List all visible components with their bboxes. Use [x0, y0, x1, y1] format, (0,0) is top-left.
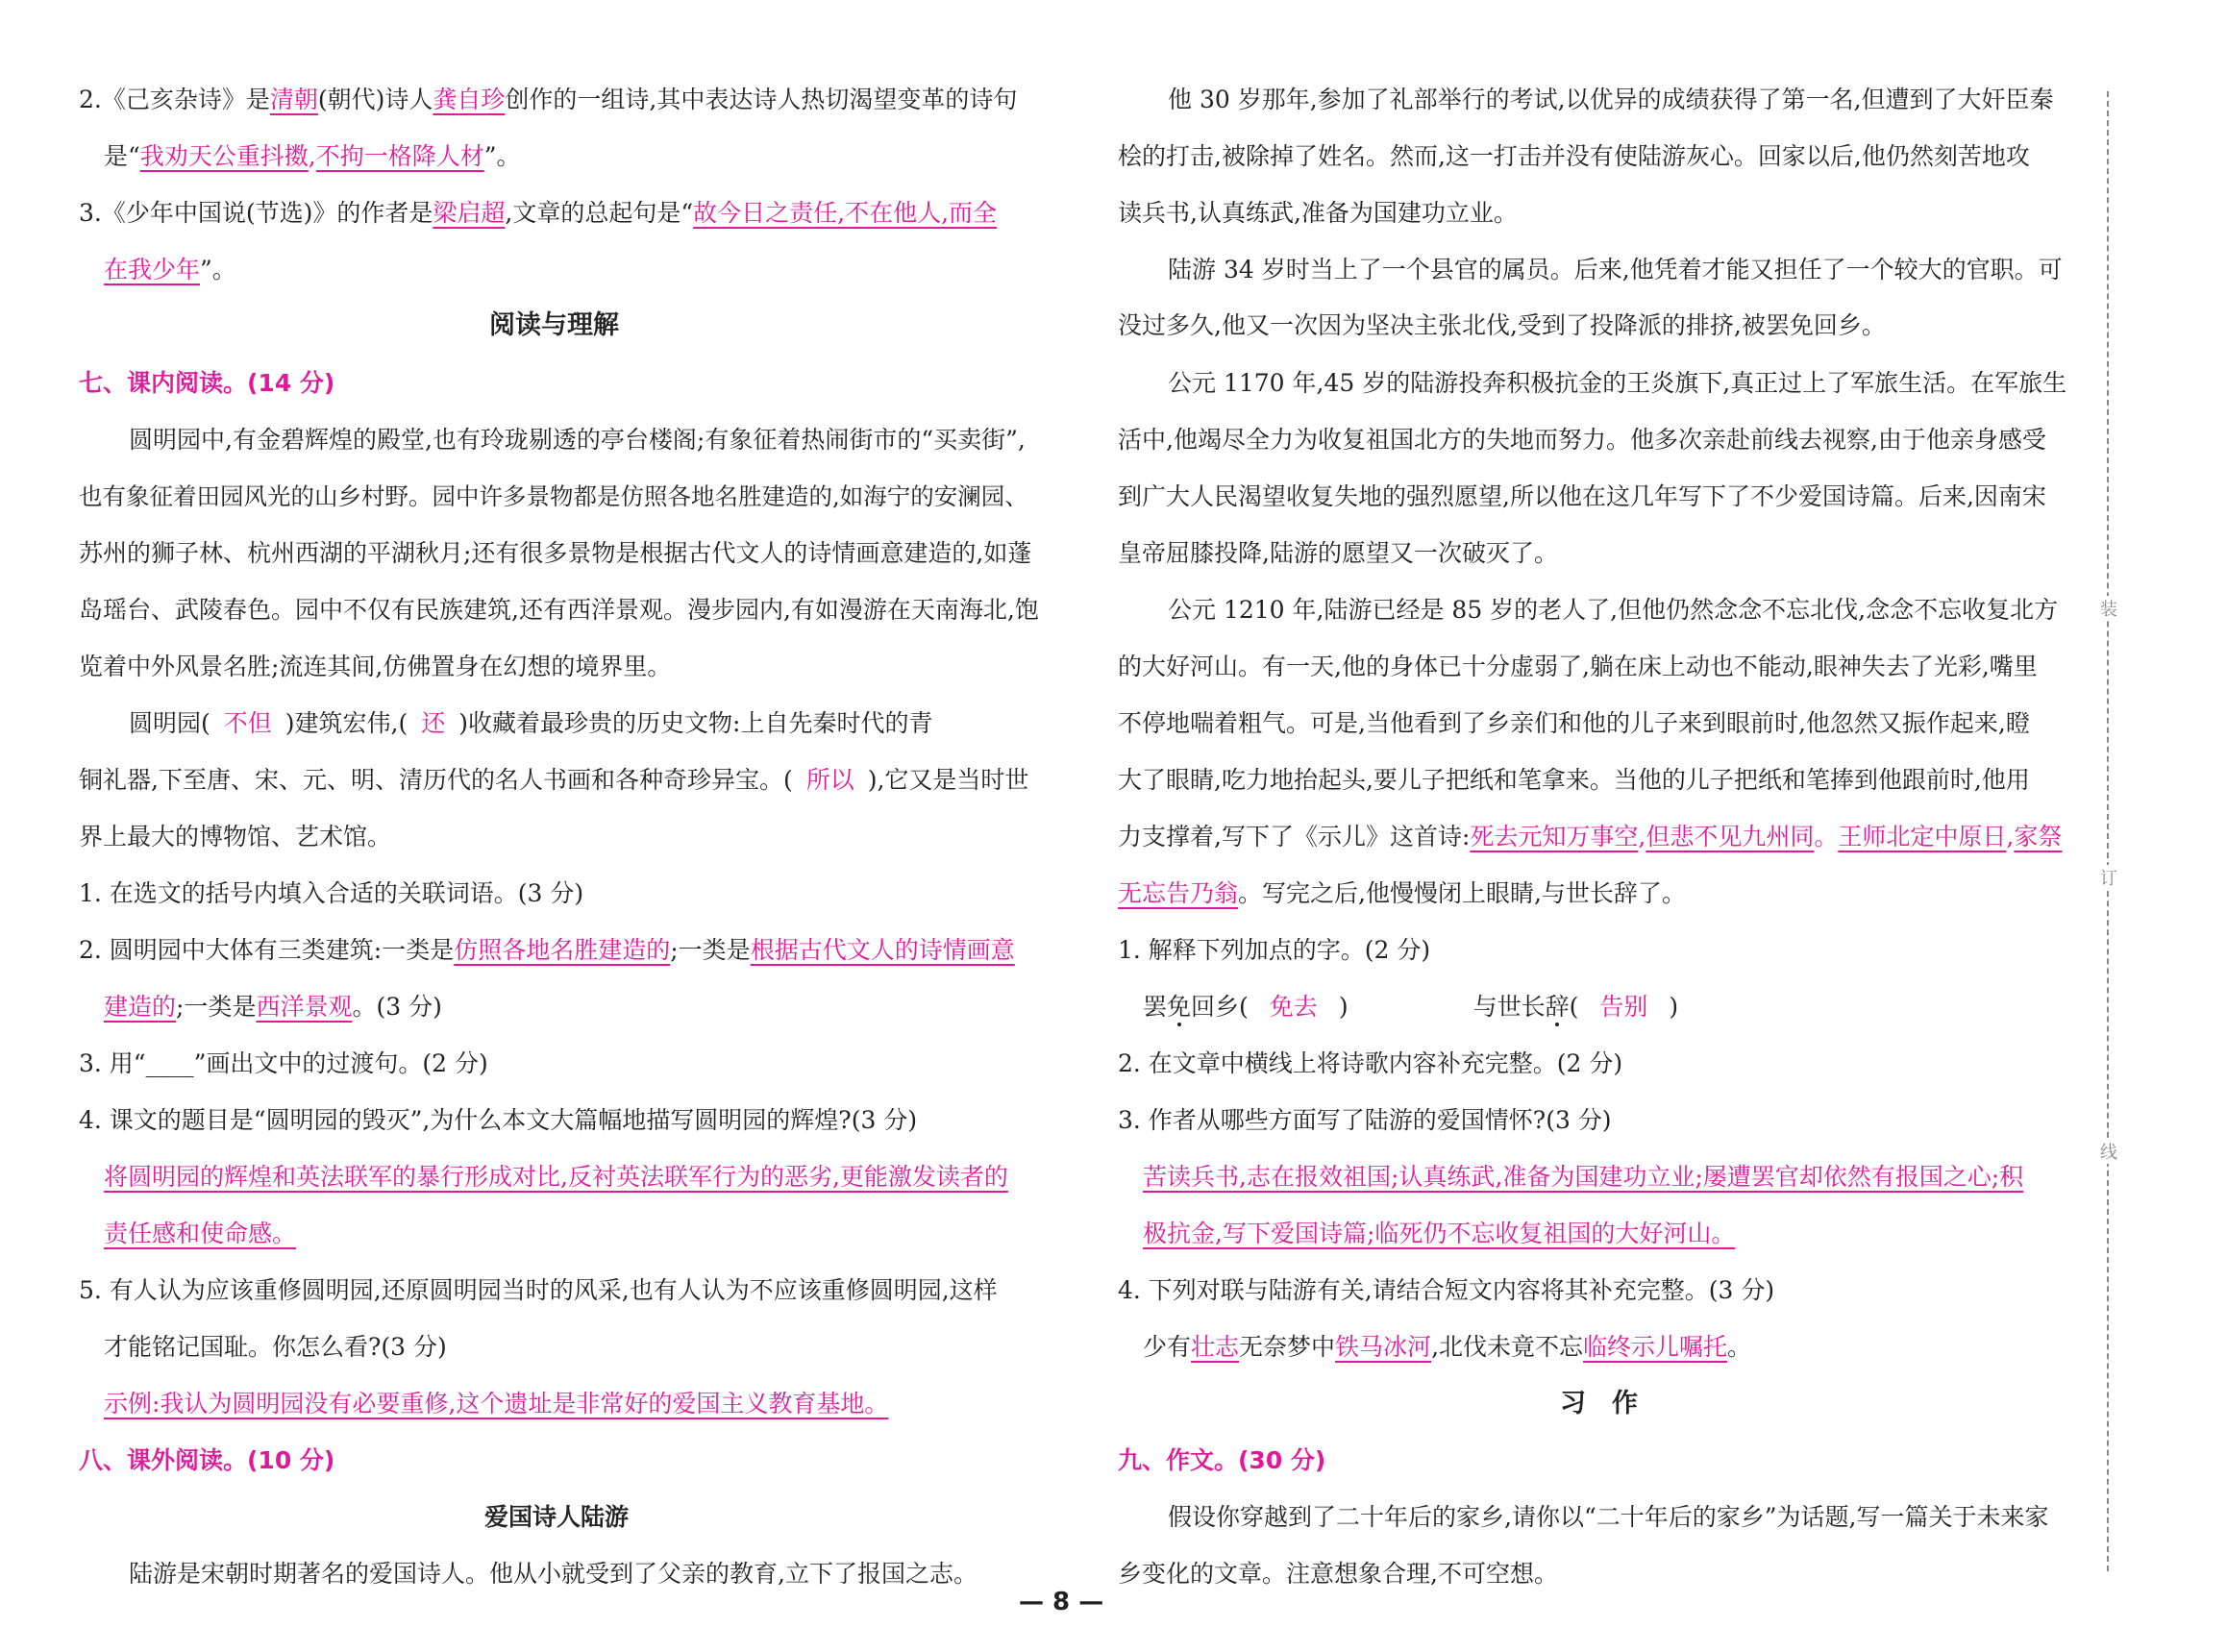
q2-line1: 2.《己亥杂诗》是清朝(朝代)诗人龚自珍创作的一组诗,其中表达诗人热切渴望变革的诗句 — [79, 86, 1018, 113]
passage2-line1: 圆明园( 不但 )建筑宏伟,( 还 )收藏着最珍贵的历史文物:上自先秦时代的青 — [129, 709, 933, 737]
q3-line1: 3.《少年中国说(节选)》的作者是梁启超,文章的总起句是“故今日之责任,不在他人,而全 — [79, 199, 998, 227]
q7-4: 4. 课文的题目是“圆明园的毁灭”,为什么本文大篇幅地描写圆明园的辉煌?(3 分) — [79, 1106, 918, 1134]
passage1-line: 圆明园中,有金碧辉煌的殿堂,也有玲珑剔透的亭台楼阁;有象征着热闹街市的“买卖街”, — [129, 426, 1026, 454]
story-line: 陆游是宋朝时期著名的爱国诗人。他从小就受到了父亲的教育,立下了报国之志。 — [129, 1560, 977, 1588]
passage2-line3: 界上最大的博物馆、艺术馆。 — [79, 823, 392, 851]
section-title-reading: 阅读与理解 — [489, 310, 619, 340]
story-title: 爱国诗人陆游 — [484, 1503, 630, 1531]
q7-4-answer-line1: 将圆明园的辉煌和英法联军的暴行形成对比,反衬英法联军行为的恶劣,更能激发读者的 — [104, 1163, 1008, 1191]
page-number: — 8 — — [1019, 1588, 1104, 1616]
story-line: 公元 1210 年,陆游已经是 85 岁的老人了,但他仍然念念不忘北伐,念念不忘收复北方 — [1168, 596, 2059, 624]
passage1-line: 览着中外风景名胜;流连其间,仿佛置身在幻想的境界里。 — [79, 653, 672, 680]
q8-1-items: 罢免回乡( 免去 ) 与世长辞( 告别 ) — [1143, 993, 1679, 1021]
passage2-line2: 铜礼器,下至唐、宋、元、明、清历代的名人书画和各种奇珍异宝。( 所以 ),它又是当时世 — [79, 766, 1029, 794]
q8-1: 1. 解释下列加点的字。(2 分) — [1118, 936, 1431, 964]
q8-4-couplet: 少有壮志无奈梦中铁马冰河,北伐未竟不忘临终示儿嘱托。 — [1143, 1333, 1752, 1361]
q7-2-line1: 2. 圆明园中大体有三类建筑:一类是仿照各地名胜建造的;一类是根据古代文人的诗情画意 — [79, 936, 1015, 964]
q8-title: 八、课外阅读。(10 分) — [79, 1446, 335, 1474]
story-line: 读兵书,认真练武,准备为国建功立业。 — [1118, 199, 1518, 227]
binding-label: 线 — [2100, 1139, 2117, 1164]
story-line: 没过多久,他又一次因为坚决主张北伐,受到了投降派的排挤,被罢免回乡。 — [1118, 311, 1886, 339]
q9-line2: 乡变化的文章。注意想象合理,不可空想。 — [1118, 1560, 1558, 1588]
story-line: 他 30 岁那年,参加了礼部举行的考试,以优异的成绩获得了第一名,但遭到了大奸臣秦 — [1168, 86, 2054, 113]
q7-4-answer-line2: 责任感和使命感。 — [104, 1220, 297, 1247]
story-line: 到广大人民渴望收复失地的强烈愿望,所以他在这几年写下了不少爱国诗篇。后来,因南宋 — [1118, 482, 2046, 510]
q7-5-line1: 5. 有人认为应该重修圆明园,还原圆明园当时的风采,也有人认为不应该重修圆明园,这样 — [79, 1276, 998, 1304]
q7-3: 3. 用“____”画出文中的过渡句。(2 分) — [79, 1049, 488, 1077]
passage1-line: 岛瑶台、武陵春色。园中不仅有民族建筑,还有西洋景观。漫步园内,有如漫游在天南海北,饱 — [79, 596, 1039, 624]
story-line: 桧的打击,被除掉了姓名。然而,这一打击并没有使陆游灰心。回家以后,他仍然刻苦地攻 — [1118, 142, 2030, 170]
poem-line: 力支撑着,写下了《示儿》这首诗:死去元知万事空,但悲不见九州同。王师北定中原日,家祭 — [1118, 823, 2063, 851]
poem-line-end: 无忘告乃翁。写完之后,他慢慢闭上眼睛,与世长辞了。 — [1118, 879, 1686, 907]
story-line: 皇帝屈膝投降,陆游的愿望又一次破灭了。 — [1118, 539, 1558, 567]
story-line: 大了眼睛,吃力地抬起头,要儿子把纸和笔拿来。当他的儿子把纸和笔捧到他跟前时,他用 — [1118, 766, 2030, 794]
q7-1: 1. 在选文的括号内填入合适的关联词语。(3 分) — [79, 879, 584, 907]
q9-line1: 假设你穿越到了二十年后的家乡,请你以“二十年后的家乡”为话题,写一篇关于未来家 — [1168, 1503, 2049, 1531]
q7-5-answer: 示例:我认为圆明园没有必要重修,这个遗址是非常好的爱国主义教育基地。 — [104, 1390, 889, 1418]
q2-line2: 是“我劝天公重抖擞,不拘一格降人材”。 — [104, 142, 521, 170]
passage1-line: 也有象征着田园风光的山乡村野。园中许多景物都是仿照各地名胜建造的,如海宁的安澜园、 — [79, 482, 1028, 510]
story-line: 陆游 34 岁时当上了一个县官的属员。后来,他凭着才能又担任了一个较大的官职。可 — [1168, 256, 2063, 284]
q7-title: 七、课内阅读。(14 分) — [79, 369, 335, 397]
binding-fold-line — [2107, 91, 2109, 1571]
q8-4: 4. 下列对联与陆游有关,请结合短文内容将其补充完整。(3 分) — [1118, 1276, 1775, 1304]
binding-label: 订 — [2100, 865, 2117, 890]
story-line: 不停地喘着粗气。可是,当他看到了乡亲们和他的儿子来到眼前时,他忽然又振作起来,瞪 — [1118, 709, 2030, 737]
passage1-line: 苏州的狮子林、杭州西湖的平湖秋月;还有很多景物是根据古代文人的诗情画意建造的,如蓬 — [79, 539, 1032, 567]
q7-5-line2: 才能铭记国耻。你怎么看?(3 分) — [104, 1333, 447, 1361]
story-line: 活中,他竭尽全力为收复祖国北方的失地而努力。他多次亲赴前线去视察,由于他亲身感受 — [1118, 426, 2046, 454]
q8-3-answer-line1: 苦读兵书,志在报效祖国;认真练武,准备为国建功立业;屡遭罢官却依然有报国之心;积 — [1143, 1163, 2024, 1191]
section-title-writing: 习 作 — [1560, 1389, 1638, 1418]
q9-title: 九、作文。(30 分) — [1118, 1446, 1326, 1474]
q7-2-line2: 建造的;一类是西洋景观。(3 分) — [104, 993, 442, 1021]
story-line: 公元 1170 年,45 岁的陆游投奔积极抗金的王炎旗下,真正过上了军旅生活。在军旅生 — [1168, 369, 2067, 397]
binding-label: 装 — [2100, 596, 2117, 621]
q8-3-answer-line2: 极抗金,写下爱国诗篇;临死仍不忘收复祖国的大好河山。 — [1143, 1220, 1736, 1247]
q3-line2: 在我少年”。 — [104, 256, 236, 284]
q8-2: 2. 在文章中横线上将诗歌内容补充完整。(2 分) — [1118, 1049, 1623, 1077]
q8-3: 3. 作者从哪些方面写了陆游的爱国情怀?(3 分) — [1118, 1106, 1612, 1134]
story-line: 的大好河山。有一天,他的身体已十分虚弱了,躺在床上动也不能动,眼神失去了光彩,嘴里 — [1118, 653, 2038, 680]
